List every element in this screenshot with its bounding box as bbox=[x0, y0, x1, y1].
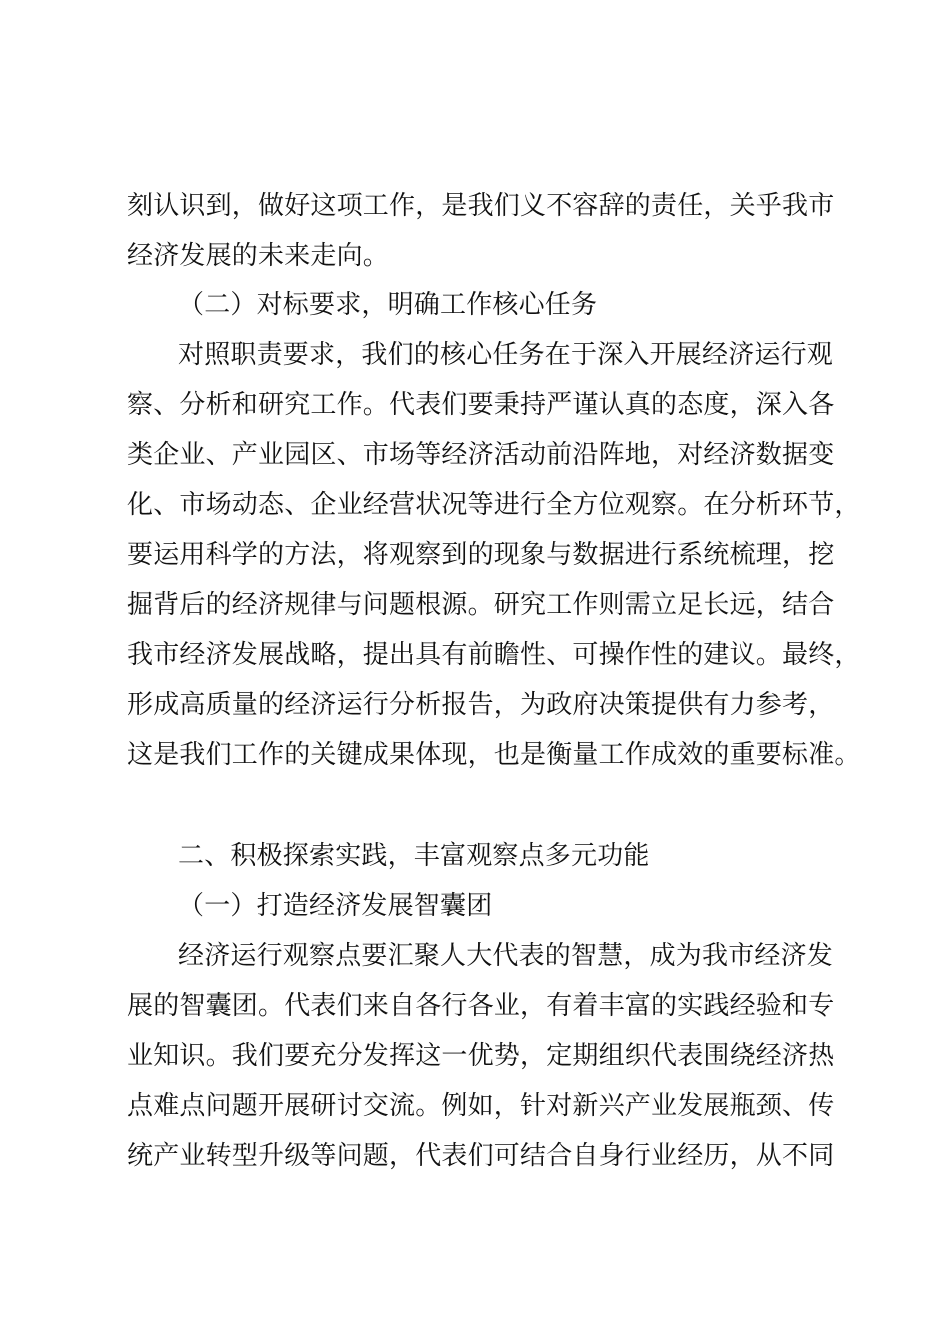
text-line-19: 统产业转型升级等问题，代表们可结合自身行业经历，从不同 bbox=[127, 1141, 835, 1171]
text-line-17: 业知识。我们要充分发挥这一优势，定期组织代表围绕经济热 bbox=[127, 1041, 835, 1071]
text-line-7: 化、市场动态、企业经营状况等进行全方位观察。在分析环节， bbox=[127, 490, 861, 520]
subheading-2: （二）对标要求，明确工作核心任务 bbox=[178, 290, 598, 320]
text-line-1: 刻认识到，做好这项工作，是我们义不容辞的责任，关乎我市 bbox=[127, 191, 835, 221]
text-line-12: 这是我们工作的关键成果体现，也是衡量工作成效的重要标准。 bbox=[127, 740, 861, 770]
text-line-6: 类企业、产业园区、市场等经济活动前沿阵地，对经济数据变 bbox=[127, 440, 835, 470]
text-line-5: 察、分析和研究工作。代表们要秉持严谨认真的态度，深入各 bbox=[127, 390, 835, 420]
paragraph-start-2: 经济运行观察点要汇聚人大代表的智慧，成为我市经济发 bbox=[178, 941, 834, 971]
text-line-8: 要运用科学的方法，将观察到的现象与数据进行系统梳理，挖 bbox=[127, 540, 835, 570]
section-heading: 二、积极探索实践，丰富观察点多元功能 bbox=[178, 841, 650, 871]
text-line-11: 形成高质量的经济运行分析报告，为政府决策提供有力参考， bbox=[127, 690, 835, 720]
text-line-2: 经济发展的未来走向。 bbox=[127, 241, 390, 271]
text-line-16: 展的智囊团。代表们来自各行各业，有着丰富的实践经验和专 bbox=[127, 991, 835, 1021]
text-line-10: 我市经济发展战略，提出具有前瞻性、可操作性的建议。最终， bbox=[127, 640, 861, 670]
paragraph-start: 对照职责要求，我们的核心任务在于深入开展经济运行观 bbox=[178, 340, 834, 370]
subheading-1: （一）打造经济发展智囊团 bbox=[178, 891, 493, 921]
text-line-18: 点难点问题开展研讨交流。例如，针对新兴产业发展瓶颈、传 bbox=[127, 1091, 835, 1121]
text-line-9: 掘背后的经济规律与问题根源。研究工作则需立足长远，结合 bbox=[127, 590, 835, 620]
